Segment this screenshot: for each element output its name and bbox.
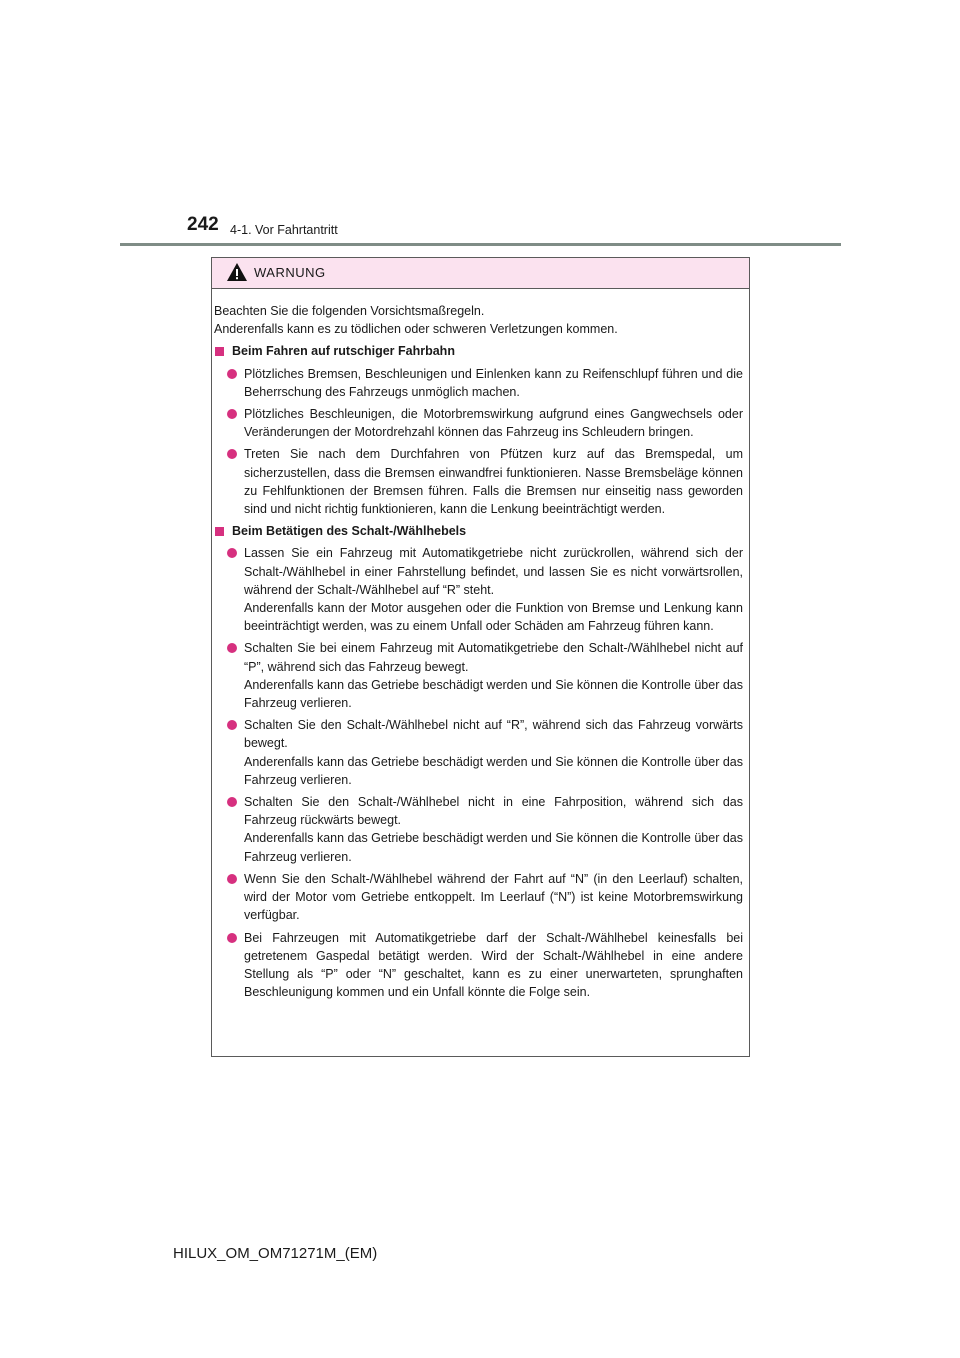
round-bullet-icon xyxy=(227,933,237,943)
document-code: HILUX_OM_OM71271M_(EM) xyxy=(173,1245,378,1262)
warning-item xyxy=(214,716,743,789)
header-rule xyxy=(120,243,841,246)
round-bullet-icon xyxy=(227,369,237,379)
warning-item xyxy=(214,445,743,518)
warning-intro xyxy=(214,302,743,338)
section-heading-text: Beim Betätigen des Schalt-/Wählhebels xyxy=(232,524,467,539)
warning-item-text: Schalten Sie den Schalt-/Wählhebel nicht auf “R”, während sich das Fahrzeug vorwärts bewegt. xyxy=(244,718,743,751)
warning-item-text: Schalten Sie den Schalt-/Wählhebel nicht in eine Fahrposition, während sich das Fahrzeug rückwärts bewegt. xyxy=(244,795,743,828)
warning-triangle-icon xyxy=(226,262,248,282)
warning-box xyxy=(211,257,750,1057)
section-heading xyxy=(214,342,743,360)
round-bullet-icon xyxy=(227,548,237,558)
page-number: 242 xyxy=(187,214,219,235)
round-bullet-icon xyxy=(227,720,237,730)
warning-item-text: Wenn Sie den Schalt-/Wählhebel während der Fahrt auf “N” (in den Leerlauf) schalten, wird der Motor vom Getriebe entkoppelt. Im Leerlauf (“N”) ist keine Motorbremswirkung verfügbar. xyxy=(244,871,743,923)
warning-body xyxy=(212,289,749,1001)
warning-item-text: Treten Sie nach dem Durchfahren von Pfützen kurz auf das Bremspedal, um sicherzustellen, dass die Bremsen einwandfrei funktionieren. Nasse Bremsbeläge können zu Fehlfunktionen der Bremsen führen. Falls die Bremsen nur einseitig nass geworden sind und nicht richtig funktionieren, kann die Lenkung beeinträchtigt werden. xyxy=(244,447,743,517)
warning-item xyxy=(214,929,743,1002)
warning-title: WARNUNG xyxy=(254,265,326,280)
warning-item xyxy=(214,870,743,925)
warning-item-text: Anderenfalls kann das Getriebe beschädigt werden und Sie können die Kontrolle über das Fahrzeug verlieren. xyxy=(244,831,743,864)
round-bullet-icon xyxy=(227,797,237,807)
intro-line: Beachten Sie die folgenden Vorsichtsmaßregeln. xyxy=(214,304,485,318)
round-bullet-icon xyxy=(227,643,237,653)
warning-sections xyxy=(214,342,743,1001)
square-bullet-icon xyxy=(215,527,224,536)
square-bullet-icon xyxy=(215,347,224,356)
warning-item-text: Lassen Sie ein Fahrzeug mit Automatikgetriebe nicht zurückrollen, während sich der Schalt-/Wählhebel in einer Fahrstellung befindet, und lassen Sie es nicht vorwärtsrollen, während der Schalt-/Wählhebel auf “R” steht. xyxy=(244,546,743,597)
warning-item-text: Plötzliches Beschleunigen, die Motorbremswirkung aufgrund eines Gangwechsels oder Veränderungen der Motordrehzahl können das Fahrzeug ins Schleudern bringen. xyxy=(244,407,743,440)
round-bullet-icon xyxy=(227,409,237,419)
section-heading xyxy=(214,522,743,540)
warning-item xyxy=(214,365,743,401)
warning-item-text: Anderenfalls kann das Getriebe beschädigt werden und Sie können die Kontrolle über das Fahrzeug verlieren. xyxy=(244,754,743,787)
warning-item-text: Anderenfalls kann das Getriebe beschädigt werden und Sie können die Kontrolle über das Fahrzeug verlieren. xyxy=(244,677,743,711)
warning-item-text: Plötzliches Bremsen, Beschleunigen und Einlenken kann zu Reifenschlupf führen und die Beherrschung des Fahrzeugs unmöglich machen. xyxy=(244,366,743,399)
section-heading-text: Beim Fahren auf rutschiger Fahrbahn xyxy=(232,344,455,359)
warning-item xyxy=(214,793,743,866)
warning-item-text: Schalten Sie bei einem Fahrzeug mit Automatikgetriebe den Schalt-/Wählhebel nicht auf “P”, während sich das Fahrzeug bewegt. xyxy=(244,641,743,674)
warning-item-text: Bei Fahrzeugen mit Automatikgetriebe darf der Schalt-/Wählhebel keinesfalls bei getretenem Gaspedal betätigt werden. Wird der Schalt-/Wählhebel in eine andere Stellung als “P” oder “N” geschaltet, kann es zu einer unerwarteten, sprunghaften Beschleunigung kommen und ein Unfall könnte die Folge sein. xyxy=(244,930,743,1000)
round-bullet-icon xyxy=(227,874,237,884)
intro-line: Anderenfalls kann es zu tödlichen oder schweren Verletzungen kommen. xyxy=(214,322,618,337)
warning-header xyxy=(212,258,749,289)
warning-item-text: Anderenfalls kann der Motor ausgehen oder die Funktion von Bremse und Lenkung kann beeinträchtigt werden, was zu einem Unfall oder Schäden am Fahrzeug führen kann. xyxy=(244,601,743,634)
section-title: 4-1. Vor Fahrtantritt xyxy=(230,223,338,237)
warning-item xyxy=(214,405,743,441)
round-bullet-icon xyxy=(227,449,237,459)
warning-item xyxy=(214,544,743,635)
warning-item xyxy=(214,639,743,712)
